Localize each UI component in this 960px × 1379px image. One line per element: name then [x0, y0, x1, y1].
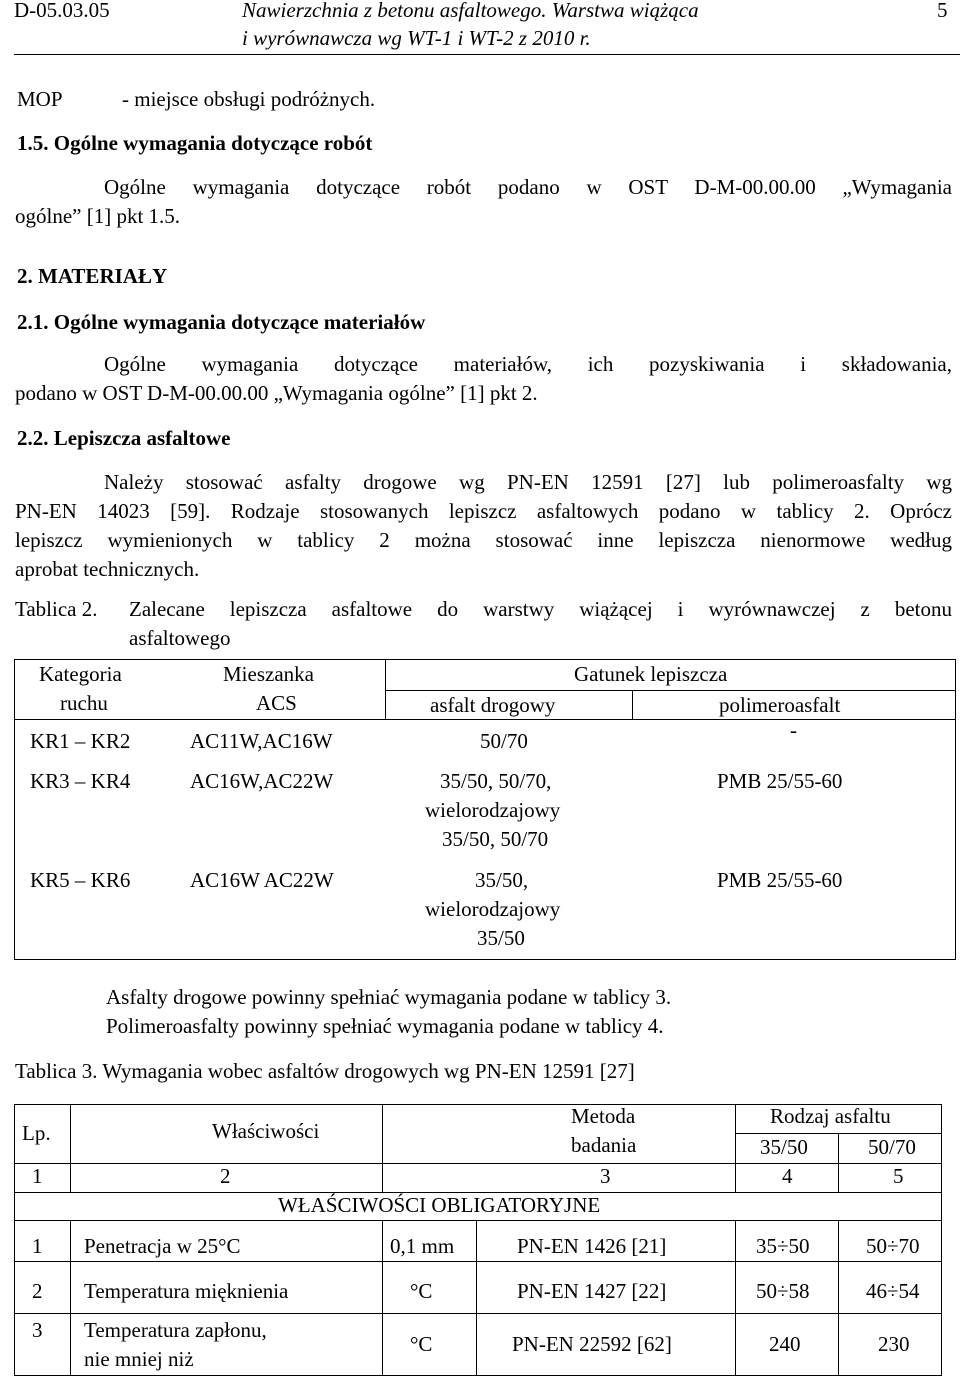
table3-row-name: nie mniej niż [84, 1347, 194, 1371]
table3-head-lp: Lp. [22, 1121, 51, 1145]
paragraph-line: lepiszcz wymienionych w tablicy 2 można stosować inne lepiszcza nienormowe według [15, 528, 952, 552]
table2-row-category: KR3 – KR4 [30, 769, 131, 793]
table3-colnum: 5 [893, 1164, 904, 1188]
table3-colnum: 3 [600, 1164, 611, 1188]
paragraph-line: aprobat technicznych. [15, 557, 200, 581]
table3-row-a: 240 [769, 1332, 801, 1356]
table2-row-category: KR1 – KR2 [30, 729, 131, 753]
table3-row-lp: 2 [32, 1279, 43, 1303]
table2-row-polymer: - [790, 718, 797, 742]
table2-head-acs: ACS [256, 691, 297, 715]
table2-head-polimero: polimeroasfalt [719, 693, 841, 717]
table3-row-b: 50÷70 [866, 1234, 920, 1258]
table2-row-asphalt: wielorodzajowy [425, 897, 561, 921]
page-number: 5 [937, 0, 948, 22]
table3-colnum: 4 [782, 1164, 793, 1188]
abbrev-term: MOP [17, 87, 63, 111]
header-rule [14, 54, 960, 55]
table-caption: Zalecane lepiszcza asfaltowe do warstwy wiążącej i wyrównawczej z betonu [129, 597, 952, 621]
table3-row-b: 230 [878, 1332, 910, 1356]
doc-code: D-05.03.05 [14, 0, 110, 22]
table3-row-a: 50÷58 [756, 1279, 810, 1303]
table3-row-lp: 3 [32, 1318, 43, 1342]
table2-row-asphalt: 35/50 [477, 926, 525, 950]
table3-row-unit: °C [410, 1279, 433, 1303]
paragraph-line: PN-EN 14023 [59]. Rodzaje stosowanych lepiszcz asfaltowych podano w tablicy 2. Oprócz [15, 499, 952, 523]
table3-row-unit: 0,1 mm [390, 1234, 455, 1258]
table2-row-category: KR5 – KR6 [30, 868, 131, 892]
table3-head-wlasciwosci: Właściwości [212, 1119, 320, 1143]
table2-row-asphalt: wielorodzajowy [425, 798, 561, 822]
table2-head-ruchu: ruchu [60, 691, 108, 715]
table3-row-name: Temperatura mięknienia [84, 1279, 289, 1303]
section-heading: 2. MATERIAŁY [17, 264, 168, 288]
table2-row-asphalt: 50/70 [480, 729, 528, 753]
section-heading: 1.5. Ogólne wymagania dotyczące robót [17, 131, 373, 155]
table3-row-b: 46÷54 [866, 1279, 920, 1303]
table3-row-name: Penetracja w 25°C [84, 1234, 241, 1258]
table2-head-gatunek: Gatunek lepiszcza [574, 662, 728, 686]
table2-row-asphalt: 35/50, [475, 868, 529, 892]
table3-colnum: 2 [220, 1164, 231, 1188]
note-line: Polimeroasfalty powinny spełniać wymagania podane w tablicy 4. [106, 1014, 664, 1038]
table2-row-mix: AC16W AC22W [190, 868, 334, 892]
table3-section-heading: WŁAŚCIWOŚCI OBLIGATORYJNE [278, 1193, 601, 1217]
table2-row-mix: AC16W,AC22W [190, 769, 334, 793]
table3-row-method: PN-EN 1427 [22] [517, 1279, 667, 1303]
table3-head-35-50: 35/50 [760, 1135, 808, 1159]
paragraph-line: Należy stosować asfalty drogowe wg PN-EN 12591 [27] lub polimeroasfalty wg [104, 470, 952, 494]
abbrev-definition: - miejsce obsługi podróżnych. [122, 87, 376, 111]
table3-head-50-70: 50/70 [868, 1135, 916, 1159]
table3-row-lp: 1 [32, 1234, 43, 1258]
table2-row-asphalt: 35/50, 50/70, [440, 769, 552, 793]
table2-row-mix: AC11W,AC16W [190, 729, 333, 753]
table3-caption: Tablica 3. Wymagania wobec asfaltów drogowych wg PN-EN 12591 [27] [15, 1059, 635, 1083]
table3-row-name: Temperatura zapłonu, [84, 1318, 267, 1342]
table3-row-method: PN-EN 1426 [21] [517, 1234, 667, 1258]
table2-head-asfalt: asfalt drogowy [430, 693, 556, 717]
table2-row-asphalt: 35/50, 50/70 [442, 827, 549, 851]
table3-head-badania: badania [571, 1133, 637, 1157]
section-heading: 2.1. Ogólne wymagania dotyczące materiałów [17, 310, 426, 334]
table2-head-kategoria: Kategoria [39, 662, 122, 686]
paragraph-line: Ogólne wymagania dotyczące robót podano w OST D-M-00.00.00 „Wymagania [104, 175, 952, 199]
paragraph-line: ogólne” [1] pkt 1.5. [15, 204, 181, 228]
table2-head-mieszanka: Mieszanka [223, 662, 314, 686]
table2-row-polymer: PMB 25/55-60 [717, 868, 843, 892]
table3-row-method: PN-EN 22592 [62] [512, 1332, 672, 1356]
table3-colnum: 1 [32, 1164, 43, 1188]
table-caption: asfaltowego [129, 626, 231, 650]
note-line: Asfalty drogowe powinny spełniać wymagania podane w tablicy 3. [106, 985, 672, 1009]
table3-row-unit: °C [410, 1332, 433, 1356]
table3-row-a: 35÷50 [756, 1234, 810, 1258]
section-heading: 2.2. Lepiszcza asfaltowe [17, 426, 231, 450]
table2-row-polymer: PMB 25/55-60 [717, 769, 843, 793]
table3-head-rodzaj: Rodzaj asfaltu [770, 1104, 891, 1128]
paragraph-line: podano w OST D-M-00.00.00 „Wymagania ogólne” [1] pkt 2. [15, 381, 538, 405]
doc-title-line1: Nawierzchnia z betonu asfaltowego. Warstwa wiążąca [242, 0, 699, 22]
table-caption-label: Tablica 2. [15, 597, 98, 621]
table3-head-metoda: Metoda [571, 1104, 636, 1128]
doc-title-line2: i wyrównawcza wg WT-1 i WT-2 z 2010 r. [242, 26, 591, 50]
paragraph-line: Ogólne wymagania dotyczące materiałów, ich pozyskiwania i składowania, [104, 352, 952, 376]
